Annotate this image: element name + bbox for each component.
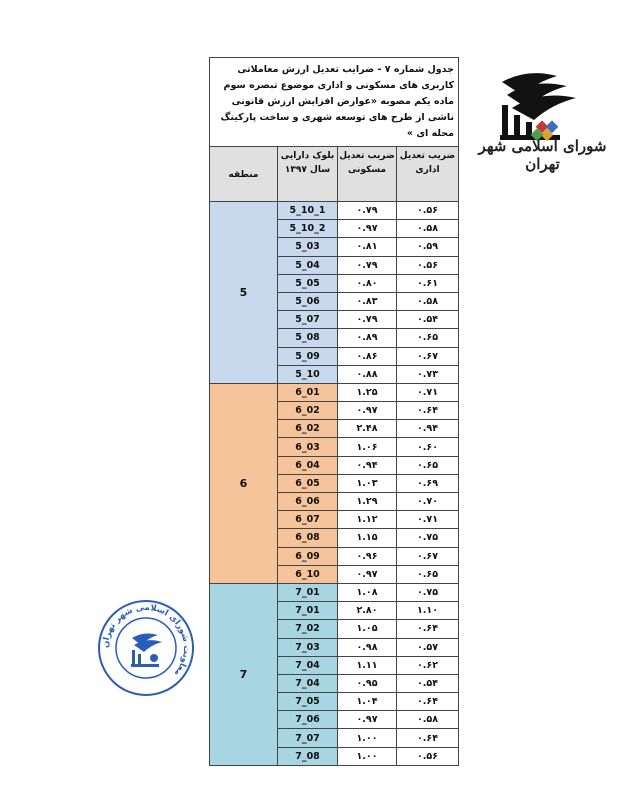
block-cell: 7_04 (278, 656, 338, 674)
block-cell: 5_05 (278, 274, 338, 292)
admin-coefficient-cell: ۰.۶۷ (397, 547, 459, 565)
admin-coefficient-cell: ۰.۵۴ (397, 674, 459, 692)
admin-coefficient-cell: ۰.۷۵ (397, 583, 459, 601)
residential-coefficient-cell: ۰.۹۴ (338, 456, 397, 474)
admin-coefficient-cell: ۰.۶۴ (397, 620, 459, 638)
residential-coefficient-cell: ۱.۰۴ (338, 693, 397, 711)
header-admin: ضریب تعدیل اداری (397, 147, 459, 202)
block-cell: 7_01 (278, 602, 338, 620)
block-cell: 6_09 (278, 547, 338, 565)
residential-coefficient-cell: ۰.۹۷ (338, 402, 397, 420)
admin-coefficient-cell: ۰.۶۱ (397, 274, 459, 292)
residential-coefficient-cell: ۱.۰۳ (338, 474, 397, 492)
table-row (210, 583, 459, 601)
residential-coefficient-cell: ۲.۴۸ (338, 420, 397, 438)
block-cell: 7_07 (278, 729, 338, 747)
block-cell: 6_07 (278, 511, 338, 529)
block-cell: 5_08 (278, 329, 338, 347)
block-cell: 6_08 (278, 529, 338, 547)
admin-coefficient-cell: ۰.۶۹ (397, 474, 459, 492)
residential-coefficient-cell: ۱.۱۵ (338, 529, 397, 547)
block-cell: 5_03 (278, 238, 338, 256)
block-cell: 7_03 (278, 638, 338, 656)
admin-coefficient-cell: ۰.۷۰ (397, 493, 459, 511)
header-block: بلوک دارایی سال ۱۳۹۷ (278, 147, 338, 202)
residential-coefficient-cell: ۰.۸۹ (338, 329, 397, 347)
admin-coefficient-cell: ۰.۷۵ (397, 529, 459, 547)
block-cell: 6_05 (278, 474, 338, 492)
residential-coefficient-cell: ۱.۰۸ (338, 583, 397, 601)
region-cell: 7 (210, 583, 278, 765)
block-cell: 7_06 (278, 711, 338, 729)
residential-coefficient-cell: ۱.۲۵ (338, 383, 397, 401)
admin-coefficient-cell: ۰.۵۴ (397, 311, 459, 329)
block-cell: 5_09 (278, 347, 338, 365)
residential-coefficient-cell: ۰.۷۹ (338, 256, 397, 274)
admin-coefficient-cell: ۰.۵۶ (397, 747, 459, 765)
block-cell: 6_02 (278, 420, 338, 438)
admin-coefficient-cell: ۰.۹۴ (397, 420, 459, 438)
residential-coefficient-cell: ۰.۸۰ (338, 274, 397, 292)
coefficient-table (209, 57, 459, 766)
residential-coefficient-cell: ۰.۹۶ (338, 547, 397, 565)
admin-coefficient-cell: ۰.۵۸ (397, 292, 459, 310)
admin-coefficient-cell: ۰.۶۷ (397, 347, 459, 365)
residential-coefficient-cell: ۰.۷۹ (338, 311, 397, 329)
admin-coefficient-cell: ۰.۶۵ (397, 565, 459, 583)
admin-coefficient-cell: ۰.۵۶ (397, 202, 459, 220)
table-row (210, 202, 459, 220)
council-stamp-icon (96, 598, 196, 698)
admin-coefficient-cell: ۰.۶۲ (397, 656, 459, 674)
admin-coefficient-cell: ۰.۶۴ (397, 729, 459, 747)
block-cell: 7_02 (278, 620, 338, 638)
block-cell: 6_03 (278, 438, 338, 456)
header-residential: ضریب تعدیل مسکونی (338, 147, 397, 202)
admin-coefficient-cell: ۰.۵۹ (397, 238, 459, 256)
admin-coefficient-cell: ۰.۵۸ (397, 711, 459, 729)
residential-coefficient-cell: ۰.۸۸ (338, 365, 397, 383)
block-cell: 6_06 (278, 493, 338, 511)
residential-coefficient-cell: ۲.۸۰ (338, 602, 397, 620)
admin-coefficient-cell: ۰.۵۶ (397, 256, 459, 274)
residential-coefficient-cell: ۰.۹۷ (338, 711, 397, 729)
residential-coefficient-cell: ۱.۰۵ (338, 620, 397, 638)
residential-coefficient-cell: ۱.۰۰ (338, 729, 397, 747)
logo-text: شورای اسلامی شهر تهران (478, 137, 607, 173)
residential-coefficient-cell: ۰.۹۸ (338, 638, 397, 656)
admin-coefficient-cell: ۰.۷۱ (397, 511, 459, 529)
block-cell: 7_05 (278, 693, 338, 711)
residential-coefficient-cell: ۱.۱۱ (338, 656, 397, 674)
block-cell: 5_10_2 (278, 220, 338, 238)
admin-coefficient-cell: ۰.۶۴ (397, 402, 459, 420)
table-title: جدول شماره ۷ - ضرایب تعدیل ارزش معاملاتی کاربری های مسکونی و اداری موضوع تبصره سوم ماده یکم مصوبه «عوارض افزایش ارزش قانونی ناشی از طرح های توسعه شهری و ساخت پارکینگ محله ای » (210, 58, 459, 147)
block-cell: 7_08 (278, 747, 338, 765)
residential-coefficient-cell: ۱.۱۲ (338, 511, 397, 529)
residential-coefficient-cell: ۰.۹۵ (338, 674, 397, 692)
block-cell: 6_01 (278, 383, 338, 401)
block-cell: 6_10 (278, 565, 338, 583)
residential-coefficient-cell: ۱.۲۹ (338, 493, 397, 511)
residential-coefficient-cell: ۰.۸۱ (338, 238, 397, 256)
admin-coefficient-cell: ۰.۶۰ (397, 438, 459, 456)
admin-coefficient-cell: ۰.۶۵ (397, 456, 459, 474)
residential-coefficient-cell: ۰.۷۹ (338, 202, 397, 220)
admin-coefficient-cell: ۰.۶۵ (397, 329, 459, 347)
block-cell: 7_04 (278, 674, 338, 692)
region-cell: 6 (210, 383, 278, 583)
header-region: منطقه (210, 147, 278, 202)
admin-coefficient-cell: ۱.۱۰ (397, 602, 459, 620)
residential-coefficient-cell: ۰.۹۷ (338, 565, 397, 583)
admin-coefficient-cell: ۰.۵۸ (397, 220, 459, 238)
admin-coefficient-cell: ۰.۶۴ (397, 693, 459, 711)
block-cell: 5_10 (278, 365, 338, 383)
residential-coefficient-cell: ۱.۰۰ (338, 747, 397, 765)
seal-text: معاونت شورای اسلامی شهر تهران (100, 602, 192, 678)
residential-coefficient-cell: ۱.۰۶ (338, 438, 397, 456)
block-cell: 7_01 (278, 583, 338, 601)
admin-coefficient-cell: ۰.۷۱ (397, 383, 459, 401)
block-cell: 5_07 (278, 311, 338, 329)
admin-coefficient-cell: ۰.۷۳ (397, 365, 459, 383)
residential-coefficient-cell: ۰.۹۷ (338, 220, 397, 238)
table-row (210, 383, 459, 401)
block-cell: 5_10_1 (278, 202, 338, 220)
region-cell: 5 (210, 202, 278, 384)
residential-coefficient-cell: ۰.۸۳ (338, 292, 397, 310)
residential-coefficient-cell: ۰.۸۶ (338, 347, 397, 365)
block-cell: 6_02 (278, 402, 338, 420)
block-cell: 5_04 (278, 256, 338, 274)
admin-coefficient-cell: ۰.۵۷ (397, 638, 459, 656)
block-cell: 5_06 (278, 292, 338, 310)
block-cell: 6_04 (278, 456, 338, 474)
